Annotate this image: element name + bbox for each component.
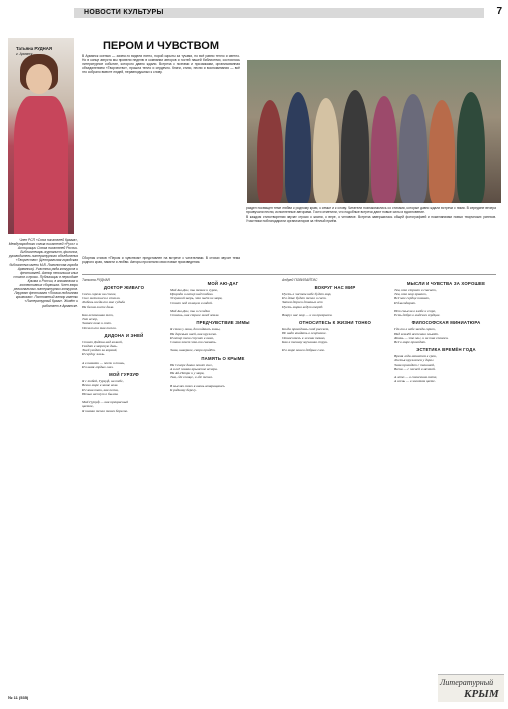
group-photo-person (341, 90, 369, 203)
article-title: ПЕРОМ И ЧУВСТВОМ (102, 40, 220, 52)
article-right-bottom: В каждом стихотворении звучат строки о жизни, о вере, о человеке. Встреча завершилась общей фотографией и пожеланиями новых творческих успехов. Участники поблагодарили организаторов за тёплый приём. (246, 215, 496, 224)
poem-title: ФИЛОСОФСКАЯ МИНИАТЮРА (411, 320, 481, 326)
poem-text: На Севере давно пошёл снег, А я всё помню крымские вечера. На Ай-Петри и у моря, Там, где солнце, и где тепло. В мыслях своих я вновь возвращаюсь К родному берегу. (170, 362, 225, 392)
section-divider (82, 274, 496, 275)
poem-text: Мой Аю-Даг, ты темен и суров, Природа и ветер над тобою. Уснувший зверь, что пьёт из моря, Стоит под солнцем и водой. Мой Аю-Даг, ты и сегодня Стоишь, как страж моей земли. (170, 288, 223, 318)
poem-title: ДИДОНА И ЭНЕЙ (104, 332, 144, 338)
poem-title: ПРЕДЧУВСТВИЕ ЗИМЫ (196, 320, 250, 326)
poem-text: Стоит Дидона над волной, Глядит в морскую даль. Эней уходит за кормой, И сердцу жаль. А в памяти — песок и тишь, И пламя гордых глаз. (82, 339, 125, 370)
poem-block (82, 372, 166, 413)
article-lead (82, 54, 240, 254)
poems-byline-right: Андрей ПОВИЛАЙТИС (282, 278, 318, 282)
group-photo-person (285, 92, 311, 203)
author-name: Татьяна РУДНАЯ (16, 46, 52, 51)
newspaper-logo (438, 674, 504, 702)
poem-text: Когда проходишь свой рассвет, Не надо впадать в огорчение. Относитесь к жизни тонко, Как к тихому звучанию струн. И в мире много добрых слов. (282, 327, 330, 353)
poem-text: Свечи горели на столе, Снег метелился в стекло. Любовь когда-то мне судьба На белом листе дала. Как вспоминаю тот, Тот вечер, Зимнее окно и свет. Отчего-то так тепло. (82, 292, 126, 330)
group-photo (247, 60, 501, 203)
poems-column-a (82, 278, 166, 698)
poem-text: Тем, кто строит и спасает, Тем, кто мир хранит, Всё мое сердце помнит, И благодарит. Нет смысла в злобе и ссоре, Есть добро в людских сердцах. (394, 288, 441, 318)
section-title: НОВОСТИ КУЛЬТУРЫ (84, 9, 164, 16)
article-lead-text: В Армянск осенью — зачем-то видели пятно, порой скрыты за тучами, но всё равно тепло и светло. Но в конце августа мы провели неделю в компании авторов и гостей нашей библиотеки, состоялось литературное событие, которого давно ждали. Встреча с поэтами и прозаиками, организованная объединением «Творчество», прошла тепло и сердечно. Книги, стихи, песни и воспоминания — всё это собрало вместе людей, неравнодушных к слову. (82, 54, 240, 75)
page-number: 7 (496, 6, 502, 17)
poems-column-c (282, 278, 388, 698)
issue-number: № 11 (535) (8, 695, 29, 700)
author-city: г. Армянск (16, 52, 33, 56)
poem-title: ДОКТОР ЖИВАГО (103, 285, 145, 290)
group-photo-person (399, 94, 427, 203)
author-photo-body (14, 96, 68, 234)
poem-title: МОЙ ГУРЗУФ (109, 372, 139, 378)
poem-block (170, 281, 276, 317)
poem-text: Пусть в чистом небе будет мир, И в доме будет тепло и свет. Затем дороги длинных лет Пусть мирно ведут вперёд. Вокруг нас мир — и он прекрасен. (282, 292, 333, 318)
author-photo (8, 38, 74, 234)
author-photo-face (26, 64, 52, 94)
poem-block (82, 285, 166, 330)
section-header (74, 6, 502, 19)
poem-title: ВОКРУГ НАС МИР (314, 285, 356, 290)
author-bio: Член РСП «Союз писателей Крыма», Международного союза писателей «Русь» и Ассоциации Союза писателей России. Библиотекарь-журналист, филолог, руководитель литературного объединения «Творчество» (Центральная городская библиотека имени М.В. Ломоносова города Армянска). Участник ряда конкурсов и фестивалей. Автор нескольких книг стихов и прозы. Публикации в периодике Крыма и России, в альманахах и коллективных сборниках. Член жюри региональных литературных конкурсов. Лауреат фестиваля «Поэзия подлинная крымская». Постоянный автор газеты «Литературный Крым». Живёт и работает в Армянске. (8, 238, 78, 308)
poem-title: ЭСТЕТИКА ВРЕМЁН ГОДА (416, 347, 476, 353)
article-right-top: раздел посвящен теме любви к родному краю, к семье и к слову. Читатели познакомились со стихами, которые давно ждали встречи с ними. В середине вечера прозвучали песни, исполненные авторами. Гости отметили, что подобные встречи дают новые силы и вдохновение. (246, 206, 496, 215)
poem-title: ОТНОСИТЕСЬ К ЖИЗНИ ТОНКО (298, 320, 372, 326)
logo-line2: КРЫМ (464, 688, 499, 700)
group-photo-person (313, 98, 339, 203)
poem-block (394, 347, 498, 383)
poem-title: МОЙ АЮ-ДАГ (207, 281, 239, 286)
poem-text: Где-то в небе звезда горит, Над землёй неспешно плывёт. Жизнь — это миг, и он так спокоен. Всё в мире проходит. (394, 327, 449, 345)
poem-block (170, 320, 276, 352)
poem-text: Время года меняется в срок, Листья кружатся у дорог. Зима приходит с тишиной, Весна — с песней и мечтой. А лето — в солнечном свете, А осень — в золотом цвете. (394, 354, 438, 384)
poem-block (394, 281, 498, 317)
poem-block (82, 333, 166, 369)
poem-title: ПАМЯТЬ О КРЫМЕ (201, 355, 245, 361)
poem-text: Я с тобой, Гурзуф, на тебе, Вечно море в звоне волн. И слова твои, как песня, Ночью шепчут о былом. Мой Гурзуф — как прекрасный цветок, Я помню тепло твоих берегов. (82, 379, 128, 413)
poems-column-b (170, 278, 276, 698)
group-photo-person (371, 96, 397, 203)
poem-block (170, 356, 276, 392)
article-caption-bottom: Сборник стихов «Пером и чувством» представлен на встрече с читателями. В стихах звучит тема родного края, памяти и любви. Авторы прочитали свои новые произведения. (82, 256, 240, 265)
poems-byline-left: Татьяна РУДНАЯ (82, 278, 110, 282)
poems-column-d (394, 278, 498, 658)
group-photo-person (429, 100, 455, 203)
article-lead-continuation (82, 256, 240, 272)
group-photo-person (257, 100, 283, 203)
logo-line1: Литературный (440, 678, 494, 687)
group-photo-person (457, 92, 485, 203)
poem-title: МЫСЛИ И ЧУВСТВА ЗА ХОРОШЕЕ (406, 281, 486, 286)
poem-text: Я стою у окна, дожидаюсь зимы, На деревьях иней, как кружево. И ветер тихо стучит в окно, Словно хочет что-то сказать. Зима, наверное, скоро придёт. (170, 327, 221, 353)
poem-block (282, 320, 388, 352)
poem-block (282, 285, 388, 317)
article-right-text (246, 206, 496, 270)
poem-block (394, 320, 498, 344)
